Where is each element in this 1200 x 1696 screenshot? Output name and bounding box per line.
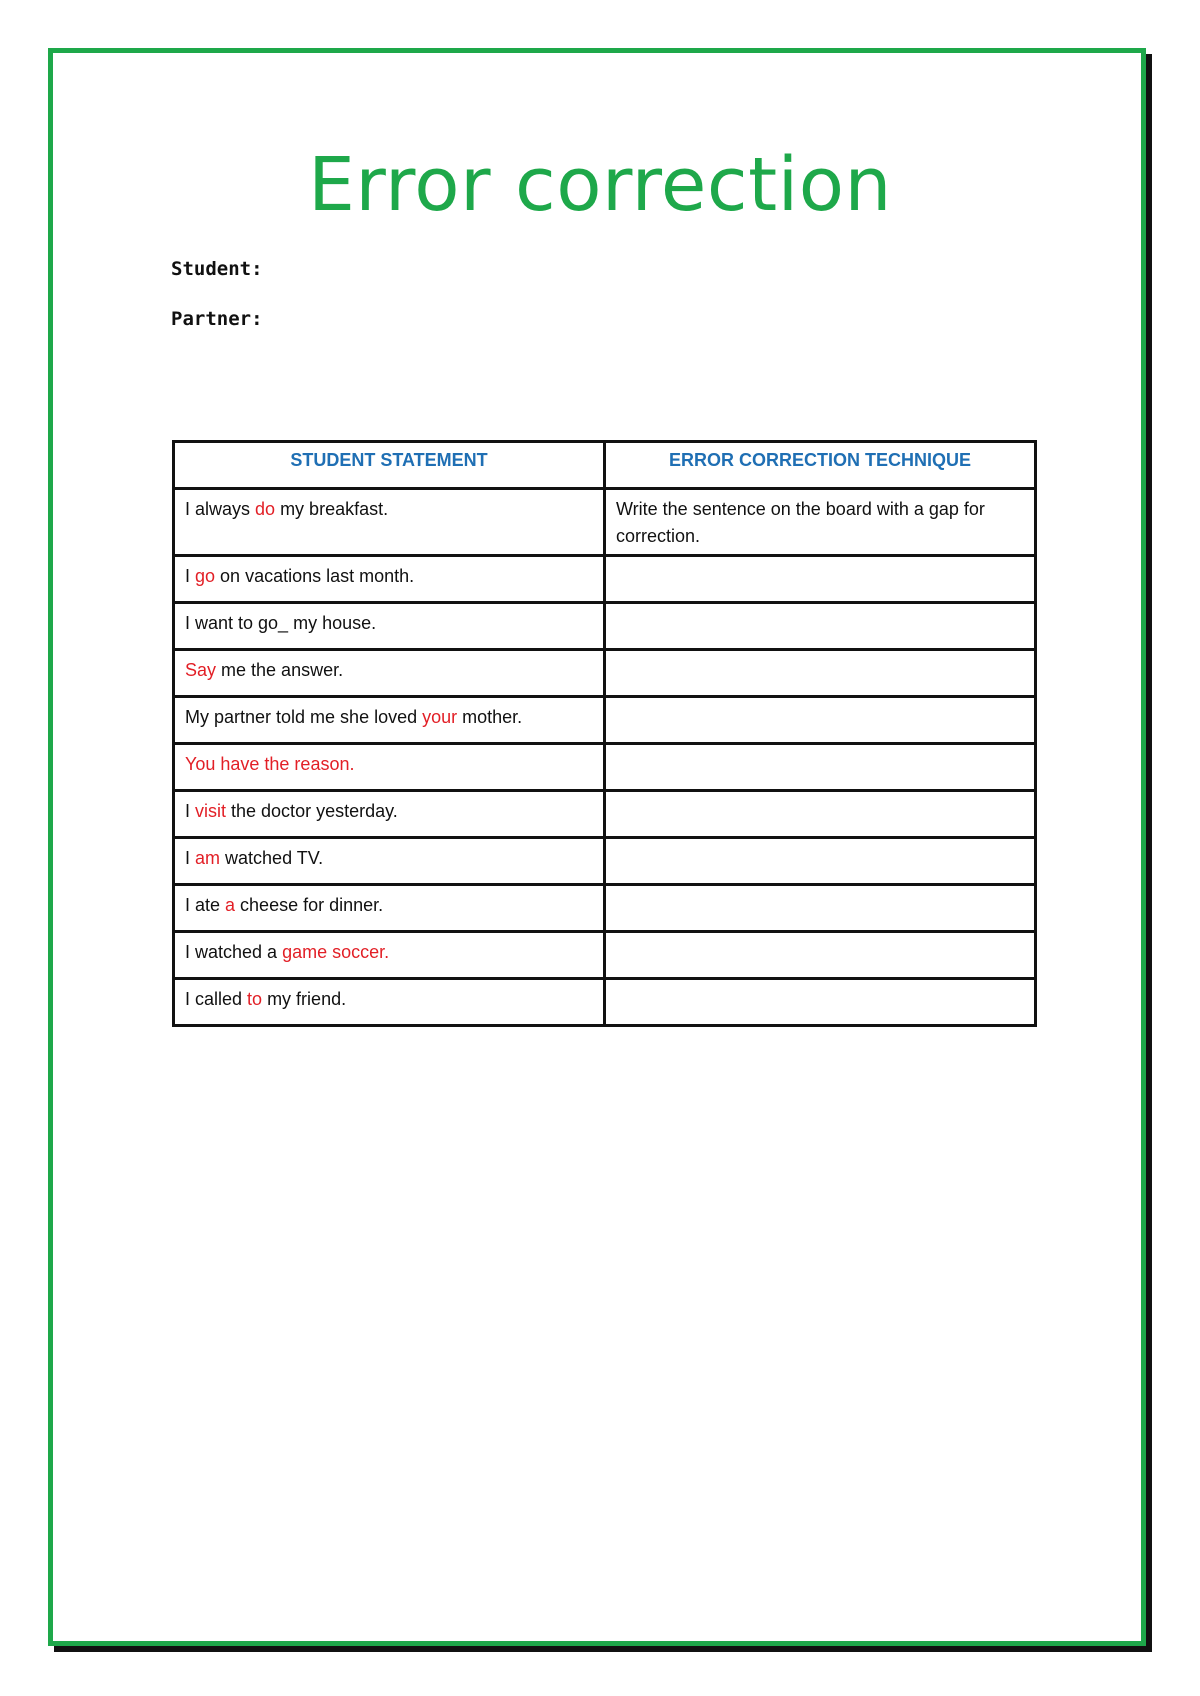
- statement-cell: [174, 489, 605, 556]
- statement-text: my friend.: [262, 989, 347, 1009]
- statement-text: cheese for dinner.: [235, 895, 384, 915]
- table-row: [174, 556, 1036, 603]
- student-label: Student:: [171, 258, 263, 280]
- error-text: You have the reason.: [185, 754, 355, 774]
- statement-text: I watched a: [185, 942, 283, 962]
- table-header-row: [174, 442, 1036, 489]
- technique-cell: [605, 650, 1036, 697]
- statement-cell: [174, 650, 605, 697]
- error-text: visit: [195, 801, 227, 821]
- table-row: [174, 979, 1036, 1026]
- statement-text: I: [185, 801, 196, 821]
- technique-cell: Write the sentence on the board with a gap for correction.: [605, 489, 1036, 556]
- technique-cell: [605, 697, 1036, 744]
- table-row: [174, 744, 1036, 791]
- technique-cell: [605, 979, 1036, 1026]
- technique-cell: [605, 744, 1036, 791]
- table-row: [174, 791, 1036, 838]
- technique-cell: [605, 932, 1036, 979]
- statement-cell: [174, 885, 605, 932]
- technique-cell: [605, 603, 1036, 650]
- header-student-statement: STUDENT STATEMENT: [174, 442, 605, 489]
- error-text: go: [195, 566, 216, 586]
- table-row: [174, 838, 1036, 885]
- technique-cell: [605, 791, 1036, 838]
- table-row: [174, 932, 1036, 979]
- statement-text: I ate: [185, 895, 226, 915]
- table-row: [174, 697, 1036, 744]
- statement-text: the doctor yesterday.: [226, 801, 398, 821]
- header-error-correction-technique: ERROR CORRECTION TECHNIQUE: [605, 442, 1036, 489]
- error-text: am: [195, 848, 221, 868]
- statement-text: mother.: [457, 707, 523, 727]
- page-title: Error correction: [308, 142, 892, 228]
- statement-text: I: [185, 566, 196, 586]
- error-text: a: [225, 895, 236, 915]
- statement-text: on vacations last month.: [215, 566, 415, 586]
- statement-text: My partner told me she loved: [185, 707, 423, 727]
- technique-cell: [605, 838, 1036, 885]
- statement-cell: [174, 744, 605, 791]
- statement-cell: [174, 556, 605, 603]
- statement-text: I: [185, 848, 196, 868]
- statement-text: watched TV.: [220, 848, 324, 868]
- statement-cell: [174, 932, 605, 979]
- technique-cell: [605, 885, 1036, 932]
- error-text: do: [255, 499, 276, 519]
- table-row: [174, 489, 1036, 556]
- statement-cell: [174, 697, 605, 744]
- error-text: game soccer.: [282, 942, 390, 962]
- error-correction-table: [172, 440, 1037, 1027]
- error-text: Say: [185, 660, 217, 680]
- statement-cell: [174, 979, 605, 1026]
- partner-label: Partner:: [171, 308, 263, 330]
- statement-text: I always: [185, 499, 256, 519]
- technique-cell: [605, 556, 1036, 603]
- table-row: [174, 603, 1036, 650]
- statement-text: me the answer.: [216, 660, 344, 680]
- statement-cell: [174, 791, 605, 838]
- statement-cell: [174, 838, 605, 885]
- statement-text: I want to go_ my house.: [185, 613, 377, 633]
- statement-cell: [174, 603, 605, 650]
- table-row: [174, 885, 1036, 932]
- table-row: [174, 650, 1036, 697]
- statement-text: my breakfast.: [275, 499, 389, 519]
- error-text: your: [422, 707, 458, 727]
- statement-text: I called: [185, 989, 248, 1009]
- error-text: to: [247, 989, 263, 1009]
